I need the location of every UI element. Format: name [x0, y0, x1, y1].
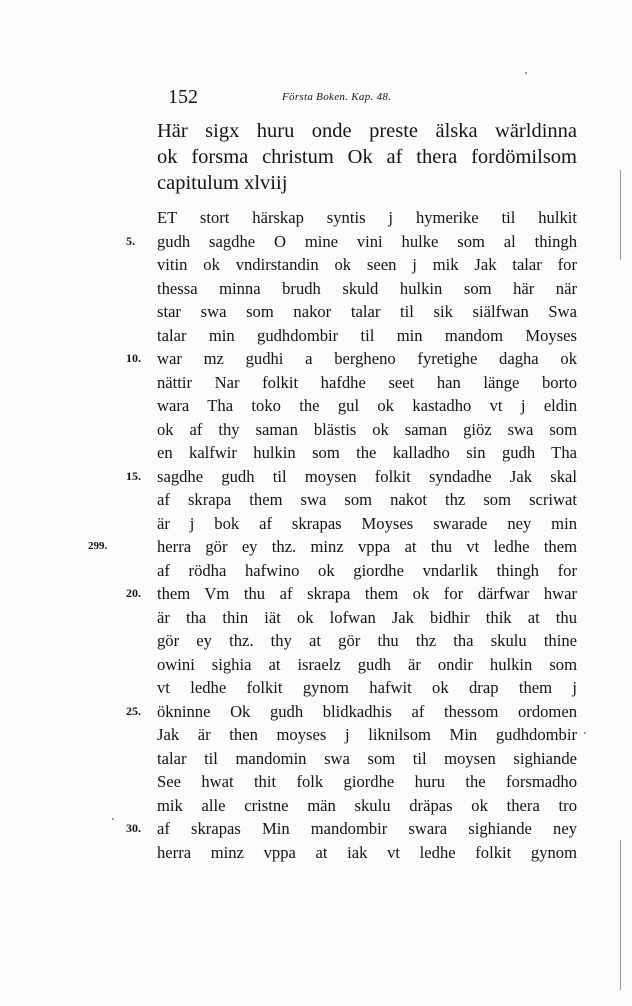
- chapter-title-line: Här sigx huru onde preste älska wärldinna: [157, 120, 577, 142]
- line-text: mik alle cristne män skulu dräpas ok thera tro: [157, 795, 577, 815]
- page-number: 152: [168, 86, 198, 108]
- text-line: [157, 300, 577, 324]
- line-text: star swa som nakor talar til sik siälfwan Swa: [157, 302, 577, 321]
- line-number: 10.: [126, 351, 141, 365]
- line-text: en kalfwir hulkin som the kalladho sin gudh Tha: [157, 443, 577, 462]
- line-text: vt ledhe folkit gynom hafwit ok drap them j: [157, 678, 577, 697]
- line-text: See hwat thit folk giordhe huru the forsmadho: [157, 772, 577, 791]
- text-line: [157, 723, 577, 747]
- text-line: [157, 629, 577, 653]
- chapter-title: [157, 118, 577, 196]
- text-line: [157, 253, 577, 277]
- speck: [584, 732, 586, 734]
- text-line: [157, 394, 577, 418]
- text-line: [126, 230, 577, 254]
- line-text: af rödha hafwino ok giordhe vndarlik thingh for: [157, 560, 577, 580]
- speck: [525, 72, 527, 74]
- text-line: [157, 747, 577, 771]
- text-line: [157, 559, 577, 583]
- line-text: ET stort härskap syntis j hymerike til hulkit: [157, 208, 577, 227]
- speck: [112, 818, 114, 820]
- line-text: sagdhe gudh til moysen folkit syndadhe Jak skal: [157, 466, 577, 486]
- chapter-title-line: capitulum xlviij: [157, 172, 288, 194]
- line-text: nättir Nar folkit hafdhe seet han länge borto: [157, 372, 577, 392]
- line-number: 5.: [126, 233, 135, 248]
- text-line: [157, 488, 577, 512]
- chapter-title-line: ok forsma christum Ok af thera fordömilsom: [157, 146, 577, 168]
- text-line: [157, 206, 577, 230]
- line-text: är tha thin iät ok lofwan Jak bidhir thik at thu: [157, 607, 577, 627]
- body-text: [88, 206, 577, 864]
- line-text: vitin ok vndirstandin ok seen j mik Jak talar for: [157, 255, 577, 274]
- text-line: [157, 324, 577, 348]
- line-text: är j bok af skrapas Moyses swarade ney min: [157, 513, 577, 533]
- line-text: gudh sagdhe O mine vini hulke som al thingh: [157, 231, 577, 251]
- text-line: [126, 817, 577, 841]
- line-text: herra minz vppa at iak vt ledhe folkit gynom: [157, 842, 577, 862]
- text-line: [157, 653, 577, 677]
- line-text: af skrapa them swa som nakot thz som scriwat: [157, 490, 577, 509]
- text-line: [157, 441, 577, 465]
- text-line: [157, 277, 577, 301]
- line-text: owini sighia at israelz gudh är ondir hulkin som: [157, 654, 577, 674]
- text-line: [126, 700, 577, 724]
- line-text: ökninne Ok gudh blidkadhis af thessom ordomen: [157, 701, 577, 721]
- line-text: them Vm thu af skrapa them ok for därfwar hwar: [157, 584, 577, 603]
- line-text: talar til mandomin swa som til moysen sighiande: [157, 748, 577, 768]
- text-line: [157, 606, 577, 630]
- text-line: [157, 418, 577, 442]
- text-line: [157, 794, 577, 818]
- running-title: Första Boken. Kap. 48.: [282, 91, 392, 103]
- page-header: [160, 86, 480, 110]
- text-line: [88, 535, 577, 559]
- line-text: af skrapas Min mandombir swara sighiande ney: [157, 819, 577, 838]
- margin-page-reference: 299.: [88, 540, 108, 552]
- line-text: talar min gudhdombir til min mandom Moyses: [157, 325, 577, 345]
- text-line: [126, 582, 577, 606]
- text-line: [157, 512, 577, 536]
- line-text: gör ey thz. thy at gör thu thz tha skulu thine: [157, 631, 577, 650]
- text-line: [126, 465, 577, 489]
- text-line: [157, 770, 577, 794]
- text-line: [126, 347, 577, 371]
- line-text: herra gör ey thz. minz vppa at thu vt ledhe them: [157, 537, 577, 556]
- line-number: 20.: [126, 586, 141, 600]
- edge-rule: [620, 170, 621, 260]
- line-number: 30.: [126, 821, 141, 835]
- text-line: [157, 676, 577, 700]
- line-text: wara Tha toko the gul ok kastadho vt j eldin: [157, 396, 577, 415]
- text-line: [157, 371, 577, 395]
- line-text: thessa minna brudh skuld hulkin som här när: [157, 278, 577, 298]
- line-text: Jak är then moyses j liknilsom Min gudhdombir: [157, 725, 577, 744]
- line-number: 25.: [126, 703, 141, 718]
- line-text: ok af thy saman blästis ok saman giöz swa som: [157, 419, 577, 439]
- edge-rule: [620, 840, 621, 990]
- text-line: [157, 841, 577, 865]
- line-number: 15.: [126, 468, 141, 483]
- line-text: war mz gudhi a bergheno fyretighe dagha ok: [157, 349, 577, 368]
